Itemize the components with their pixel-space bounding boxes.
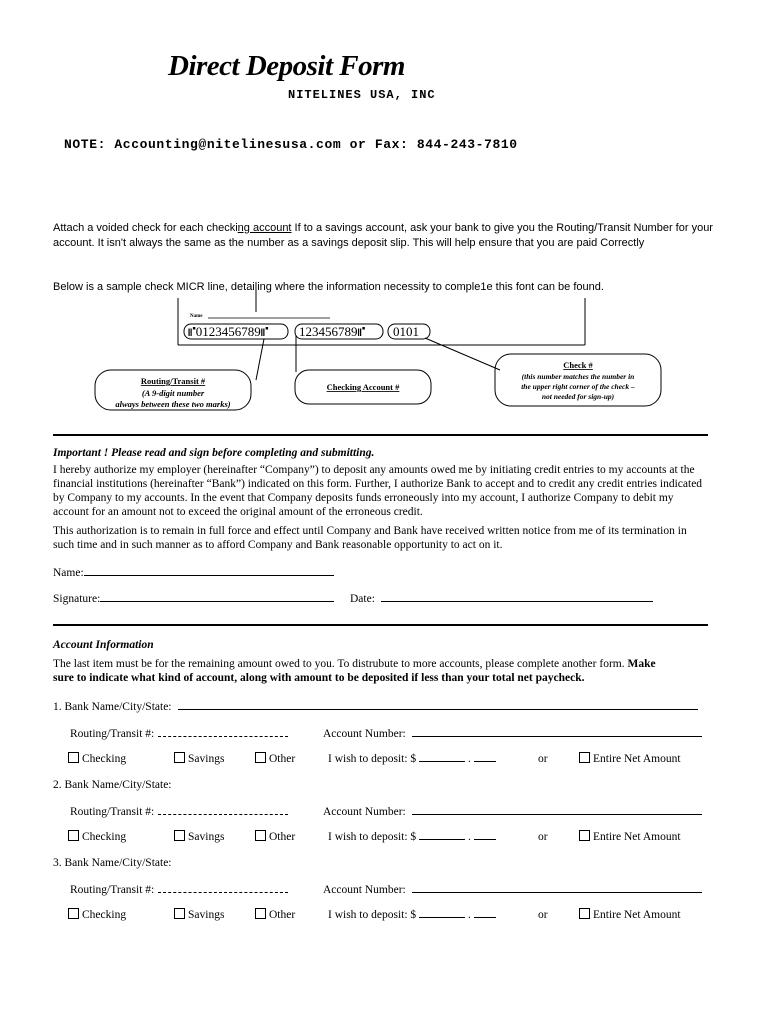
intro-paragraph: Attach a voided check for each checking account If to a savings account, ask your bank to give you the Routing/Transit Number for your account. It isn't always the same as the number as a savings deposit slip. This will help ensure that you are paid Correctly [53,222,713,249]
routing-callout-title: Routing/Transit # [140,376,206,386]
check-name-label: Name [190,314,203,319]
check-micr-diagram [0,290,770,415]
section-divider [53,434,708,436]
deposit-3-row: I wish to deposit: $ . [328,908,496,922]
type-1-savings[interactable]: Savings [174,752,224,766]
or-label: or [538,753,548,765]
check-callout-note1: (this number matches the number in [521,372,635,381]
account-instructions-1: The last item must be for the remaining amount owed to you. To distrubute to more accounts, please complete another form. Make [53,658,656,670]
account-1-field[interactable] [412,736,702,737]
bank-1-row: 1. Bank Name/City/State: [53,700,698,714]
type-2-other[interactable]: Other [255,830,295,844]
account-info-heading: Account Information [53,639,154,651]
signature-row: Signature: [53,592,334,606]
contact-note: NOTE: Accounting@nitelinesusa.com or Fax: 844-243-7810 [64,137,518,152]
account-callout-title: Checking Account # [326,382,400,392]
check-callout-note3: not needed for sign-up) [541,392,615,401]
or-label: or [538,831,548,843]
routing-3-row: Routing/Transit #: [70,883,288,897]
account-3-row: Account Number: [323,883,702,897]
type-3-savings[interactable]: Savings [174,908,224,922]
checkbox[interactable] [255,908,266,919]
routing-callout-note1: (A 9-digit number [141,388,205,398]
checkbox[interactable] [174,908,185,919]
signature-field[interactable] [100,601,334,602]
or-label: or [538,909,548,921]
micr-check: 0101 [393,324,419,339]
account-2-row: Account Number: [323,805,702,819]
date-field[interactable] [381,601,653,602]
routing-3-field[interactable] [158,892,288,893]
type-1-checking[interactable]: Checking [68,752,126,766]
routing-1-row: Routing/Transit #: [70,727,288,741]
type-1-other[interactable]: Other [255,752,295,766]
deposit-2-dollars[interactable] [419,839,465,840]
deposit-1-row: I wish to deposit: $ . [328,752,496,766]
form-title: Direct Deposit Form [168,50,405,82]
deposit-1-dollars[interactable] [419,761,465,762]
micr-intro: Below is a sample check MICR line, detailing where the information necessity to comple1e this font can be found. [53,281,604,293]
bank-2-row: 2. Bank Name/City/State: [53,779,172,791]
name-row: Name: [53,566,334,580]
section-divider [53,624,708,626]
routing-callout-note2: always between these two marks) [115,399,231,409]
deposit-2-row: I wish to deposit: $ . [328,830,496,844]
company-name: NITELINES USA, INC [288,88,436,102]
authorization-paragraph: I hereby authorize my employer (hereinafter “Company”) to deposit any amounts owed me by initiating credit entries to my accounts at the financial institutions (hereinafter “Bank”) indicated on this form. Further, I authorize Bank to accept and to credit any credit entries indicated by Company to my accounts. In the event that Company deposits funds erroneously into my account, I authorize Company to debit my account for an amount not to exceed the original amount of the erroneous credit. [53,464,703,518]
checkbox[interactable] [174,830,185,841]
account-2-field[interactable] [412,814,702,815]
checkbox[interactable] [579,752,590,763]
checkbox[interactable] [579,830,590,841]
micr-routing: ⑈0123456789⑈ [188,324,269,339]
account-1-row: Account Number: [323,727,702,741]
check-callout-note2: the upper right corner of the check – [521,382,635,391]
checkbox[interactable] [68,752,79,763]
entire-3[interactable]: Entire Net Amount [579,908,681,922]
entire-1[interactable]: Entire Net Amount [579,752,681,766]
entire-2[interactable]: Entire Net Amount [579,830,681,844]
deposit-3-cents[interactable] [474,917,496,918]
name-field[interactable] [84,575,334,576]
bank-3-row: 3. Bank Name/City/State: [53,857,172,869]
deposit-1-cents[interactable] [474,761,496,762]
checkbox[interactable] [255,752,266,763]
checkbox[interactable] [579,908,590,919]
type-2-checking[interactable]: Checking [68,830,126,844]
bank-1-field[interactable] [178,709,698,710]
checkbox[interactable] [68,908,79,919]
type-3-checking[interactable]: Checking [68,908,126,922]
routing-2-row: Routing/Transit #: [70,805,288,819]
checkbox[interactable] [68,830,79,841]
routing-1-field[interactable] [158,736,288,737]
routing-2-field[interactable] [158,814,288,815]
authorization-heading: Important ! Please read and sign before completing and submitting. [53,447,375,459]
type-3-other[interactable]: Other [255,908,295,922]
deposit-3-dollars[interactable] [419,917,465,918]
type-2-savings[interactable]: Savings [174,830,224,844]
check-callout-title: Check # [563,360,593,370]
checkbox[interactable] [174,752,185,763]
checkbox[interactable] [255,830,266,841]
account-instructions-2: sure to indicate what kind of account, along with amount to be deposited if less than your total net paycheck. [53,672,585,684]
account-3-field[interactable] [412,892,702,893]
authorization-terms: This authorization is to remain in full force and effect until Company and Bank have received written notice from me of its termination in such time and in such manner as to afford Company and Bank reasonable opportunity to act on it. [53,525,687,551]
micr-account: 123456789⑈ [299,324,366,339]
deposit-2-cents[interactable] [474,839,496,840]
date-row: Date: [350,592,653,606]
